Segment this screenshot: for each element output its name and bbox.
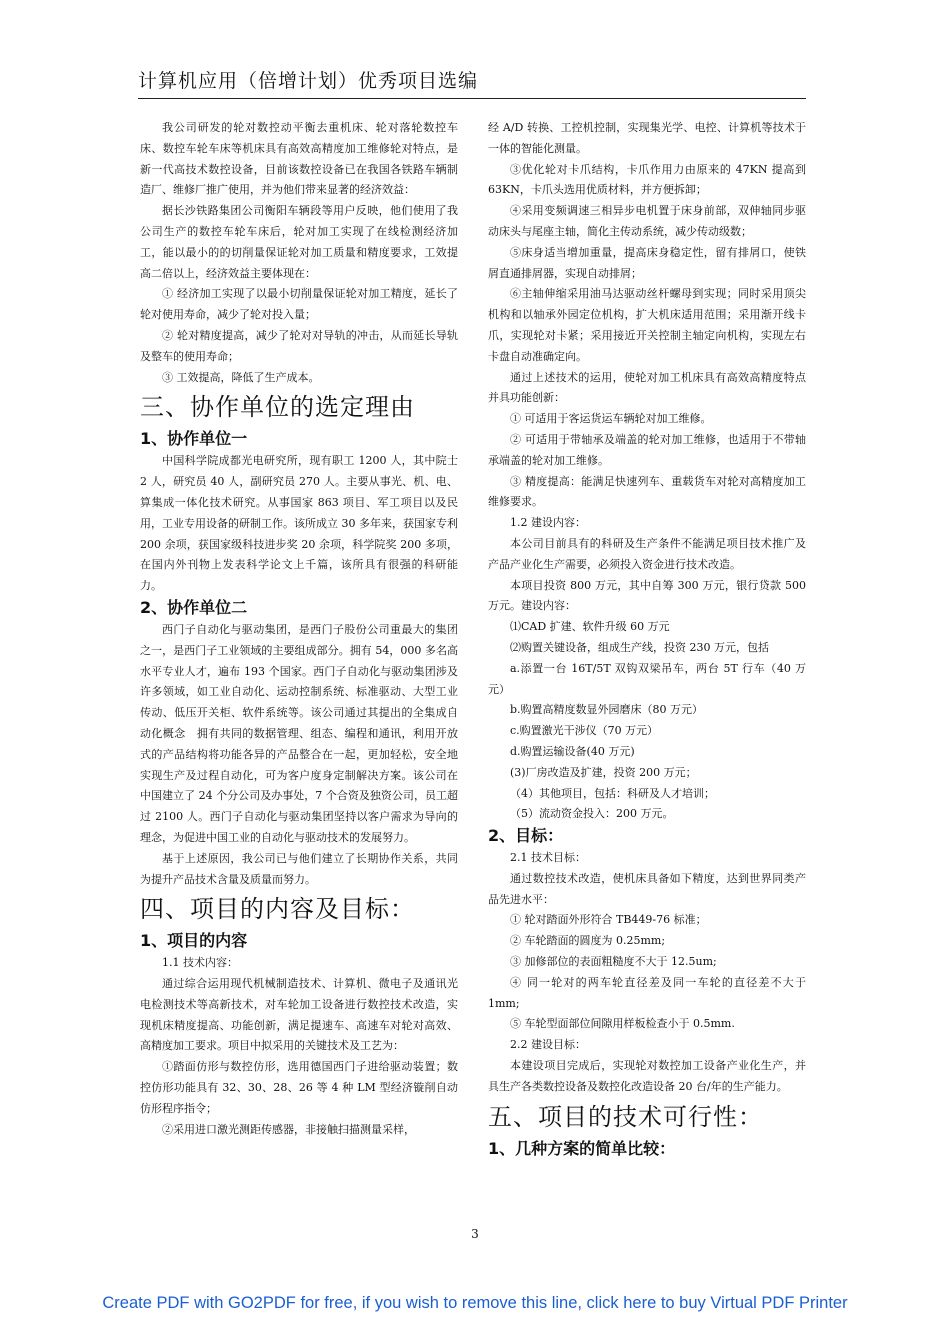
list-item: ⑴CAD 扩建、软件升级 60 万元 — [510, 620, 670, 634]
list-item: (3)厂房改造及扩建，投资 200 万元； — [510, 765, 697, 779]
subsection-heading: 2、目标： — [488, 826, 564, 846]
list-item: ③ 加修部位的表面粗糙度不大于 12.5um; — [510, 955, 717, 969]
list-item: ② 车轮踏面的圆度为 0.25mm; — [510, 934, 666, 948]
subsection-heading: 1、项目的内容 — [140, 931, 248, 951]
list-item: ② 可适用于带轴承及端盖的轮对加工维修，也适用于不带轴承端盖的轮对加工维修。 — [488, 432, 806, 467]
paragraph: 我公司研发的轮对数控动平衡去重机床、轮对落轮数控车床、数控车轮车床等机床具有高效高精度加工维修轮对特点，是新一代高技术数控设备，目前该数控设备已在我国各铁路车辆制造厂、维修厂推广使用，并为他们带来显著的经济效益： — [140, 121, 458, 197]
list-item: ⑵购置关键设备，组成生产线，投资 230 万元，包括 — [510, 640, 769, 654]
paragraph: ⑤床身适当增加重量，提高床身稳定性，留有排屑口，使铁屑直通排屑器，实现自动排屑； — [488, 245, 806, 280]
list-item: c.购置激光干涉仪（70 万元） — [510, 724, 659, 738]
list-item: ③ 工效提高，降低了生产成本。 — [162, 370, 320, 384]
paragraph: 2.1 技术目标： — [510, 851, 586, 865]
paragraph: 通过数控技术改造，使机床具备如下精度，达到世界同类产品先进水平： — [488, 871, 806, 906]
list-item: d.购置运输设备(40 万元) — [510, 744, 635, 758]
paragraph: ①踏面仿形与数控仿形，选用德国西门子进给驱动装置；数控仿形功能具有 32、30、28、26 等 4 种 LM 型经济镟削自动仿形程序指令； — [140, 1060, 458, 1115]
list-item: ④ 同一轮对的两车轮直径差及同一车轮的直径差不大于 1mm; — [488, 975, 806, 1010]
page-header — [138, 62, 806, 99]
paragraph: ②采用进口激光测距传感器，非接触扫描测量采样， — [162, 1122, 415, 1136]
list-item: ① 轮对踏面外形符合 TB449-76 标准； — [510, 913, 707, 927]
paragraph: 本公司目前具有的科研及生产条件不能满足项目技术推广及产品产业化生产需要，必须投入资金进行技术改造。 — [488, 536, 806, 571]
promo-link[interactable]: Create PDF with GO2PDF for free, if you wish to remove this line, click here to buy Virtual PDF Printer — [102, 1294, 848, 1312]
list-item: b.购置高精度数显外园磨床（80 万元） — [510, 703, 704, 717]
subsection-heading: 1、几种方案的简单比较： — [488, 1138, 676, 1158]
paragraph: 基于上述原因，我公司已与他们建立了长期协作关系，共同为提升产品技术含量及质量而努力。 — [140, 851, 458, 886]
left-column — [140, 118, 458, 1140]
paragraph: 本项目投资 800 万元，其中自筹 300 万元，银行贷款 500 万元。建设内容： — [488, 578, 806, 613]
paragraph: ⑥主轴伸缩采用油马达驱动丝杆螺母到实现；同时采用顶尖机构和以轴承外园定位机构，扩大机床适用范围；采用渐开线卡爪，实现轮对卡紧；采用接近开关控制主轴定向机构，实现左右卡盘自动准确定向。 — [488, 287, 806, 363]
list-item: （5）流动资金投入：200 万元。 — [510, 807, 674, 821]
list-item: ① 经济加工实现了以最小切削量保证轮对加工精度，延长了轮对使用寿命，减少了轮对投入量； — [140, 287, 458, 322]
paragraph: 据长沙铁路集团公司衡阳车辆段等用户反映，他们使用了我公司生产的数控车轮车床后，轮对加工实现了在线检测经济加工，能以最小的的切削量保证轮对加工质量和精度要求，工效提高二倍以上，经济效益主要体现在： — [140, 204, 458, 280]
list-item: ⑤ 车轮型面部位间隙用样板检查小于 0.5mm. — [510, 1017, 735, 1031]
subsection-heading: 1、协作单位一 — [140, 429, 248, 449]
right-column — [488, 118, 806, 1161]
paragraph: 西门子自动化与驱动集团，是西门子股份公司重最大的集团之一，是西门子工业领域的主要组成部分。拥有 54，000 多名高水平专业人才，遍布 193 个国家。西门子自动化与驱动集团涉及许多领域，如工业自动化、运动控制系统、标准驱动、大型工业传动、低压开关柜、软件系统等。该公司通过其提出的全集成自动化概念 拥有共同的数据管理、组态、编程和通讯，利用开放式的产品结构将功能各异的产品整合在一起，更加轻松，安全地实现生产及过程自动化，可为客户度身定制解决方案。该公司在中国建立了 24 个分公司及办事处，7 个合资及独资公司，员工超过 2100 人。西门子自动化与驱动集团坚持以客户需求为导向的理念，为促进中国工业的自动化与驱动技术的发展努力。 — [140, 622, 458, 844]
list-item: a.添置一台 16T/5T 双钩双梁吊车，两台 5T 行车（40 万元） — [488, 661, 806, 696]
paragraph: ④采用变频调速三相异步电机置于床身前部，双伸轴同步驱动床头与尾座主轴，简化主传动系统，减少传动级数； — [488, 204, 806, 238]
paragraph: 1.1 技术内容： — [162, 956, 238, 970]
paragraph: ③优化轮对卡爪结构，卡爪作用力由原来的 47KN 提高到 63KN，卡爪头选用优质材料，并方便拆卸； — [488, 162, 806, 197]
subsection-heading: 2、协作单位二 — [140, 597, 248, 617]
paragraph: 中国科学院成都光电研究所，现有职工 1200 人，其中院士 2 人，研究员 40 人，副研究员 270 人。主要从事光、机、电、算集成一体化技术研究。从事国家 863 项目、军工项目以及民用，工业专用设备的研制工作。该所成立 30 多年来，获国家专利 200 余项，获国家级科技进步奖 20 余项，科学院奖 200 多项，在国内外刊物上发表科学论文上千篇，该所具有很强的科研能力。 — [140, 454, 458, 593]
paragraph: 2.2 建设目标： — [510, 1038, 586, 1052]
page-number: 3 — [471, 1227, 479, 1241]
paragraph: 通过综合运用现代机械制造技术、计算机、微电子及通讯光电检测技术等高新技术，对车轮加工设备进行数控技术改造，实现机床精度提高、功能创新，满足提速车、高速车对轮对高效、高精度加工要求。项目中拟采用的关键技术及工艺为： — [140, 977, 458, 1053]
paragraph: 1.2 建设内容： — [510, 516, 586, 530]
list-item: ① 可适用于客运货运车辆轮对加工维修。 — [510, 412, 712, 426]
paragraph: 经 A/D 转换、工控机控制，实现集光学、电控、计算机等技术于一体的智能化测量。 — [488, 121, 806, 155]
list-item: （4）其他项目，包括：科研及人才培训； — [510, 786, 715, 800]
section-heading-4: 四、项目的内容及目标： — [140, 895, 415, 924]
section-heading-3: 三、协作单位的选定理由 — [140, 393, 415, 422]
list-item: ② 轮对精度提高，减少了轮对对导轨的冲击，从而延长导轨及整车的使用寿命； — [140, 328, 458, 363]
section-heading-5: 五、项目的技术可行性： — [488, 1102, 763, 1131]
paragraph: 本建设项目完成后，实现轮对数控加工设备产业化生产，并具生产各类数控设备及数控化改造设备 20 台/年的生产能力。 — [488, 1059, 806, 1093]
paragraph: 通过上述技术的运用，使轮对加工机床具有高效高精度特点并具功能创新： — [488, 370, 806, 405]
list-item: ③ 精度提高：能满足快速列车、重载货车对轮对高精度加工维修要求。 — [488, 474, 806, 509]
header-title: 计算机应用（倍增计划）优秀项目选编 — [138, 70, 479, 92]
